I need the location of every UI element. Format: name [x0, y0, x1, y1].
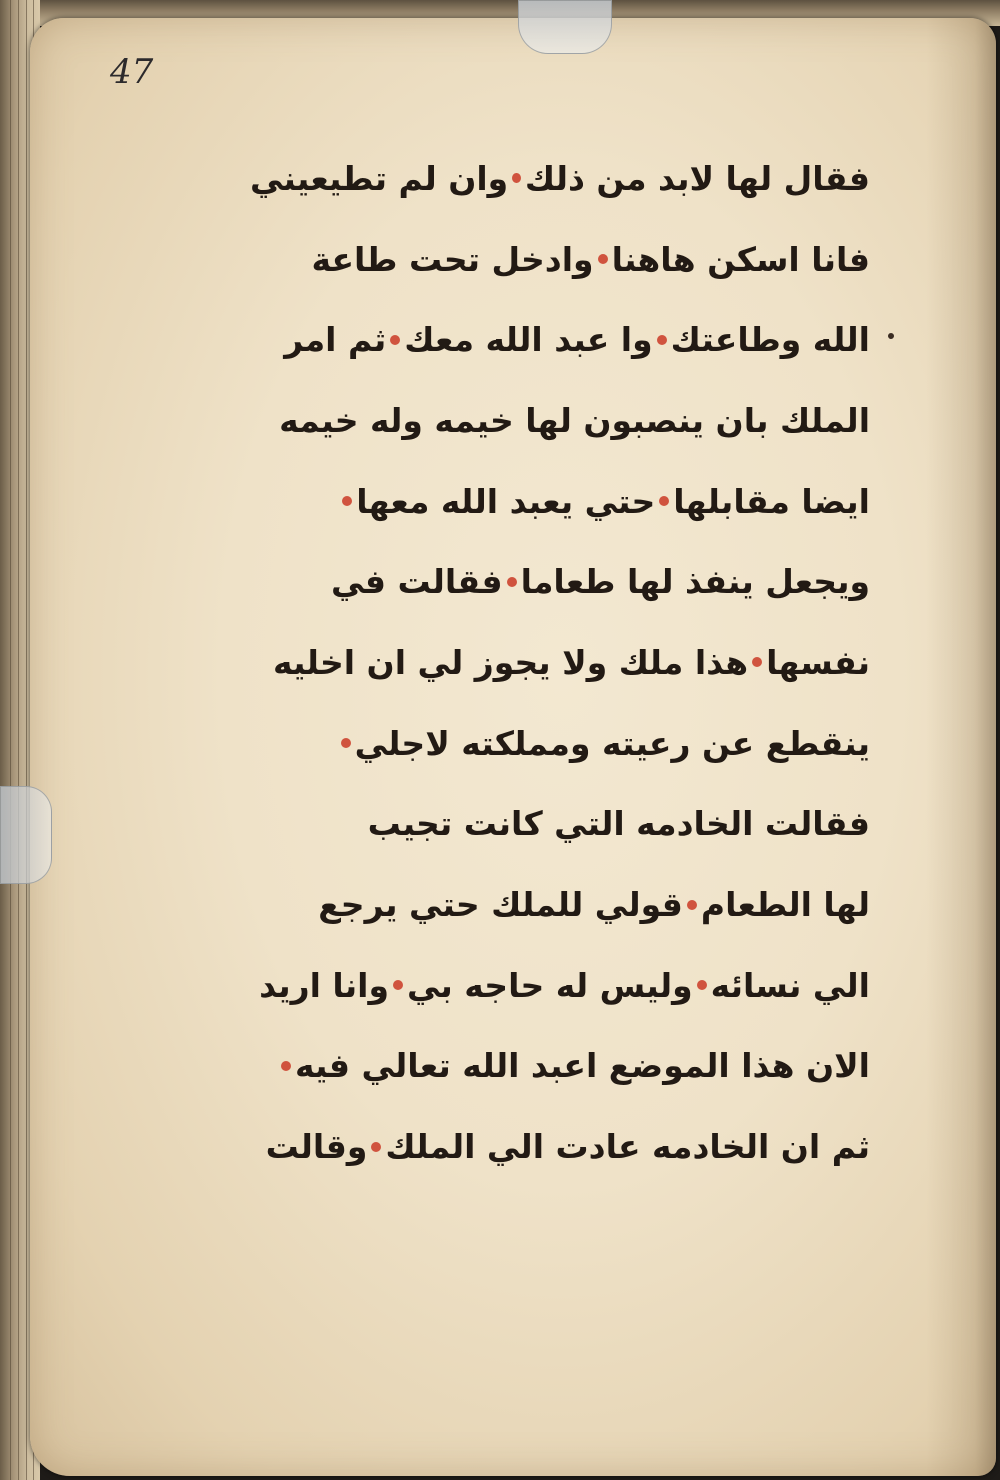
top-page-clip — [518, 0, 612, 54]
rubric-dot — [507, 577, 517, 587]
text-line: الي نسائه وليس له حاجه بي وانا اريد — [259, 965, 870, 1005]
left-page-clip — [0, 786, 52, 884]
text-line: فانا اسكن هاهنا وادخل تحت طاعة — [311, 239, 870, 279]
rubric-dot — [657, 335, 667, 345]
rubric-dot — [598, 254, 608, 264]
page-gutter-shadow — [926, 18, 996, 1476]
text-line: الله وطاعتك وا عبد الله معك ثم امر — [284, 320, 870, 360]
text-line: الملك بان ينصبون لها خيمه وله خيمه — [279, 400, 870, 440]
text-line: نفسها هذا ملك ولا يجوز لي ان اخليه — [273, 642, 870, 682]
text-line: ويجعل ينفذ لها طعاما فقالت في — [331, 562, 870, 602]
arabic-text-block — [250, 138, 870, 1187]
text-line: فقالت الخادمه التي كانت تجيب — [367, 804, 870, 844]
rubric-dot — [687, 900, 697, 910]
folio-number: 47 — [110, 52, 154, 92]
rubric-dot — [393, 980, 403, 990]
text-line: الان هذا الموضع اعبد الله تعالي فيه — [250, 1026, 870, 1107]
rubric-dot — [659, 496, 669, 506]
rubric-dot — [341, 738, 351, 748]
rubric-dot — [281, 1061, 291, 1071]
margin-dot — [888, 333, 894, 339]
rubric-dot — [752, 657, 762, 667]
text-line: لها الطعام قولي للملك حتي يرجع — [318, 885, 870, 925]
rubric-dot — [697, 980, 707, 990]
text-line: فقال لها لابد من ذلك وان لم تطيعيني — [250, 158, 870, 198]
text-line: ينقطع عن رعيته ومملكته لاجلي — [250, 703, 870, 784]
rubric-dot — [342, 496, 352, 506]
rubric-dot — [371, 1142, 381, 1152]
text-line: ثم ان الخادمه عادت الي الملك وقالت — [265, 1127, 870, 1167]
manuscript-page — [30, 18, 996, 1476]
rubric-dot — [390, 335, 400, 345]
text-line: ايضا مقابلها حتي يعبد الله معها — [250, 461, 870, 542]
rubric-dot — [512, 173, 521, 183]
